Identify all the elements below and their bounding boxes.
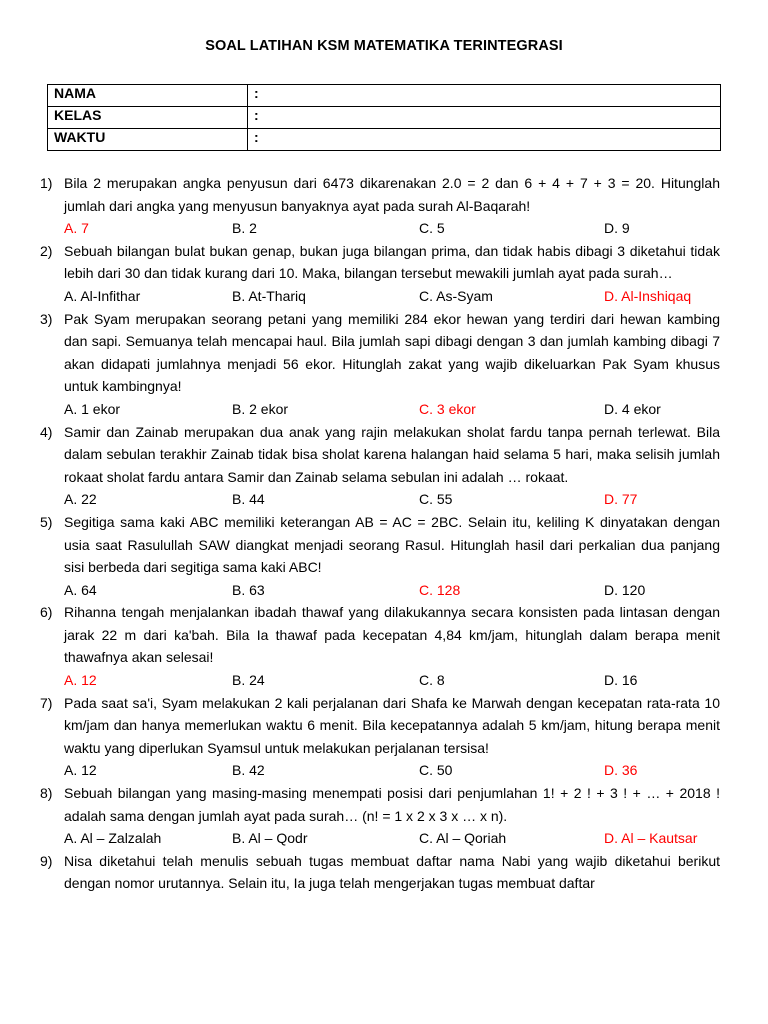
option-d: D. 120 (604, 581, 646, 598)
question-2 (40, 240, 720, 285)
question-8-options (40, 827, 720, 850)
identity-table (47, 84, 721, 151)
option-a: A. 1 ekor (64, 400, 121, 417)
question-number: 9) (40, 852, 53, 869)
question-1 (40, 172, 720, 217)
option-a: A. Al-Infithar (64, 287, 141, 304)
question-number: 1) (40, 175, 53, 191)
question-5 (40, 511, 720, 579)
option-a-correct: A. 7 (64, 220, 89, 237)
question-text: Pak Syam merupakan seorang petani yang memiliki 284 ekor hewan yang terdiri dari hewan kambing dan sapi. Semuanya telah mencapai haul. Bila jumlah sapi dibagi dengan 3 dan jumlah kambing dibagi 7 akan didapati jumlahnya menjadi 56 ekor. Hitunglah zakat yang wajib dikeluarkan Pak Syam khusus untuk kambingnya! (64, 310, 720, 395)
kelas-label: KELAS (48, 107, 248, 129)
option-c: C. As-Syam (419, 287, 493, 304)
question-4 (40, 421, 720, 489)
option-b: B. 44 (232, 491, 265, 508)
waktu-field[interactable]: : (248, 129, 721, 151)
question-text: Samir dan Zainab merupakan dua anak yang rajin melakukan sholat fardu tanpa pernah terlewat. Bila dalam sebulan terakhir Zainab tidak bisa sholat karena halangan haid selama 5 hari, maka selisih jumlah rokaat sholat fardu antara Samir dan Zainab selama sebulan ini adalah … rokaat. (64, 423, 720, 485)
question-8 (40, 782, 720, 827)
option-d-correct: D. Al-Inshiqaq (604, 287, 692, 304)
option-d-correct: D. Al – Kautsar (604, 830, 698, 847)
question-number: 5) (40, 513, 53, 530)
option-a: A. 22 (64, 491, 97, 508)
question-list (40, 172, 720, 895)
question-5-options (40, 579, 720, 602)
page-title: SOAL LATIHAN KSM MATEMATIKA TERINTEGRASI (205, 38, 563, 54)
identity-row-waktu (48, 129, 721, 151)
option-b: B. 42 (232, 762, 265, 779)
question-text: Sebuah bilangan yang masing-masing menempati posisi dari penjumlahan 1! + 2 ! + 3 ! + … + 2018 ! adalah sama dengan jumlah ayat pada surah… (n! = 1 x 2 x 3 x … x n). (64, 785, 720, 824)
option-c: C. 50 (419, 762, 453, 779)
question-3 (40, 308, 720, 398)
option-d-correct: D. 77 (604, 491, 638, 508)
nama-field[interactable]: : (248, 85, 721, 107)
nama-label: NAMA (48, 85, 248, 107)
option-d-correct: D. 36 (604, 762, 638, 779)
question-7 (40, 692, 720, 760)
question-2-options (40, 285, 720, 308)
option-b: B. Al – Qodr (232, 830, 308, 847)
option-c: C. 55 (419, 491, 453, 508)
option-c-correct: C. 3 ekor (419, 400, 476, 417)
option-b: B. At-Thariq (232, 287, 306, 304)
option-b: B. 24 (232, 672, 265, 689)
option-d: D. 16 (604, 672, 638, 689)
question-7-options (40, 759, 720, 782)
option-a-correct: A. 12 (64, 672, 97, 689)
waktu-label: WAKTU (48, 129, 248, 151)
option-a: A. Al – Zalzalah (64, 830, 162, 847)
question-1-options (40, 217, 720, 240)
option-c: C. Al – Qoriah (419, 830, 507, 847)
option-a: A. 12 (64, 762, 97, 779)
question-number: 3) (40, 310, 53, 327)
question-text: Rihanna tengah menjalankan ibadah thawaf yang dilakukannya secara konsisten pada lintasan dengan jarak 22 m dari ka'bah. Bila Ia thawaf pada kecepatan 4,84 km/jam, hitunglah dalam berapa menit thawafnya akan selesai! (64, 604, 720, 666)
question-text: Sebuah bilangan bulat bukan genap, bukan juga bilangan prima, dan tidak habis dibagi 3 diketahui tidak lebih dari 30 dan tidak kurang dari 10. Maka, bilangan tersebut mewakili jumlah ayat pada surah… (64, 242, 720, 282)
question-6-options (40, 669, 720, 692)
option-d: D. 4 ekor (604, 400, 661, 417)
question-9 (40, 850, 720, 895)
option-c-correct: C. 128 (419, 581, 461, 598)
identity-row-nama (48, 85, 721, 107)
option-b: B. 2 ekor (232, 400, 289, 417)
identity-row-kelas (48, 107, 721, 129)
kelas-field[interactable]: : (248, 107, 721, 129)
question-text: Segitiga sama kaki ABC memiliki keterangan AB = AC = 2BC. Selain itu, keliling K dinyatakan dengan usia saat Rasulullah SAW diangkat menjadi seorang Rasul. Hitunglah hasil dari perkalian dua panjang sisi berbeda dari segitiga sama kaki ABC! (64, 513, 720, 576)
question-3-options (40, 398, 720, 421)
option-d: D. 9 (604, 220, 630, 237)
option-c: C. 5 (419, 220, 445, 237)
question-number: 8) (40, 785, 53, 802)
question-number: 4) (40, 423, 53, 440)
option-b: B. 63 (232, 581, 265, 598)
option-c: C. 8 (419, 672, 445, 689)
question-number: 2) (40, 242, 53, 259)
question-text: Bila 2 merupakan angka penyusun dari 6473 dikarenakan 2.0 = 2 dan 6 + 4 + 7 + 3 = 20. Hitunglah jumlah dari angka yang menyusun banyaknya ayat pada surah Al-Baqarah! (64, 175, 720, 214)
question-text: Nisa diketahui telah menulis sebuah tugas membuat daftar nama Nabi yang wajib diketahui berikut dengan nomor urutannya. Selain itu, Ia juga telah mengerjakan tugas membuat daftar (64, 852, 720, 892)
question-number: 6) (40, 604, 53, 621)
question-4-options (40, 488, 720, 511)
option-b: B. 2 (232, 220, 257, 237)
question-number: 7) (40, 694, 53, 711)
question-6 (40, 601, 720, 669)
question-text: Pada saat sa'i, Syam melakukan 2 kali perjalanan dari Shafa ke Marwah dengan kecepatan rata-rata 10 km/jam dan hanya memerlukan waktu 6 menit. Bila kecepatannya adalah 5 km/jam, hitung berapa menit waktu yang diperlukan Syamsul untuk melakukan perjalanan tersisa! (64, 694, 720, 756)
option-a: A. 64 (64, 581, 97, 598)
